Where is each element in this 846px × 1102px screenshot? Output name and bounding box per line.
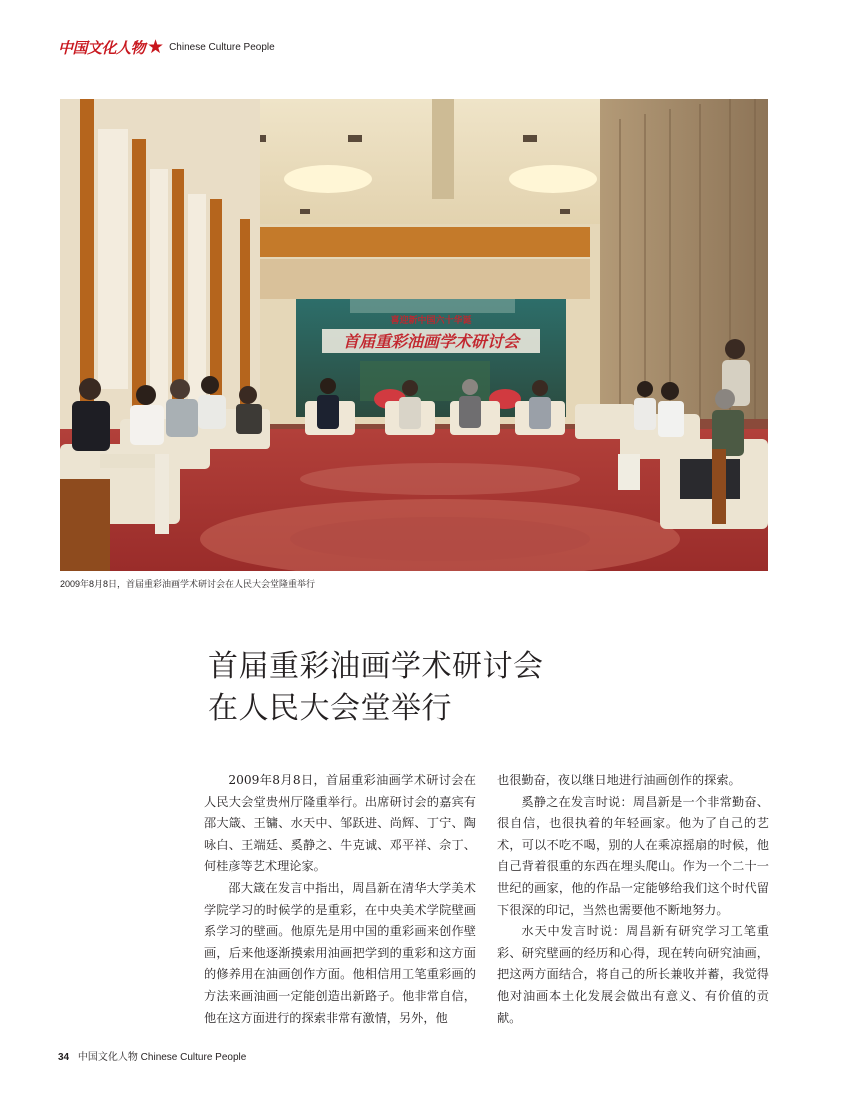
banner-title: 首届重彩油画学术研讨会: [342, 332, 520, 351]
article-title-line-2: 在人民大会堂举行: [208, 691, 452, 726]
paragraph: 2009年8月8日，首届重彩油画学术研讨会在人民大会堂贵州厅隆重举行。出席研讨会的嘉宾有邵大箴、王镛、水天中、邹跃进、尚辉、丁宁、陶咏白、王端廷、奚静之、牛克诚、邓平祥、佘丁、何桂彦等艺术理论家。: [204, 773, 476, 874]
banner-subtitle: 喜迎新中国六十华诞: [390, 316, 472, 326]
article-title: [208, 646, 544, 730]
paragraph: 也很勤奋，夜以继日地进行油画创作的探索。: [497, 773, 741, 787]
photo-caption: 2009年8月8日，首届重彩油画学术研讨会在人民大会堂隆重举行: [60, 579, 316, 589]
event-photo: [60, 99, 768, 571]
body-column-right: [497, 770, 769, 1029]
paragraph: 邵大箴在发言中指出，周昌新在清华大学美术学院学习的时候学的是重彩，在中央美术学院壁画系学习的壁画。他原先是用中国的重彩画来创作壁画，后来他逐渐摸索用油画把学到的重彩和这方面的修养用在油画创作方面。他相信用工笔重彩画的方法来画油画一定能创造出新路子。他非常自信，他在这方面进行的探索非常有激情，另外，他: [204, 880, 476, 1025]
page-number: 34: [58, 1052, 70, 1063]
article-title-line-1: 首届重彩油画学术研讨会: [208, 649, 544, 684]
brand-name-en: Chinese Culture People: [169, 41, 275, 53]
paragraph: 水天中发言时说：周昌新有研究学习工笔重彩、研究壁画的经历和心得，现在转向研究油画，把这两方面结合，将自己的所长兼收并蓄，我觉得他对油画本土化发展会做出有意义、有价值的贡献。: [497, 924, 769, 1025]
brand-logo-cn: 中国文化人物: [58, 38, 146, 57]
publication-name: 中国文化人物 Chinese Culture People: [77, 1052, 247, 1063]
masthead: [58, 36, 275, 58]
page-footer: [58, 1048, 246, 1063]
paragraph: 奚静之在发言时说：周昌新是一个非常勤奋、很自信，也很执着的年轻画家。他为了自己的艺术，可以不吃不喝，别的人在乘凉摇扇的时候，他自己背着很重的东西在埋头爬山。作为一个二十一世纪的画家，他的作品一定能够给我们这个时代留下很深的印记，当然也需要他不断地努力。: [497, 794, 769, 917]
star-icon: ★: [147, 35, 165, 58]
body-column-left: [204, 770, 476, 1029]
